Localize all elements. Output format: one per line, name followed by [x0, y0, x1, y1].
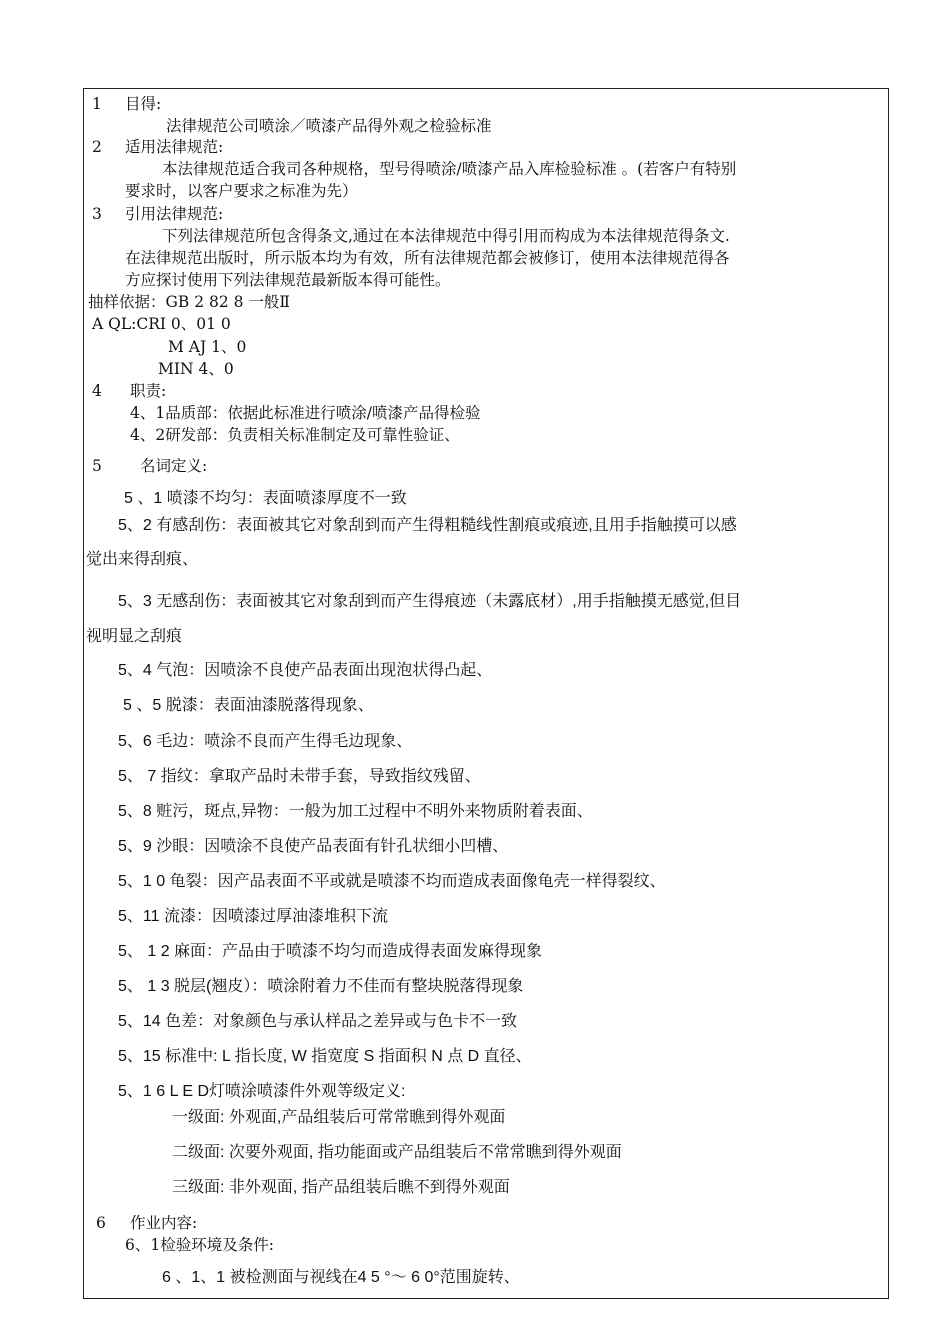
definition-5-9: 5、9 沙眼：因喷涂不良使产品表面有针孔状细小凹槽、	[118, 838, 509, 855]
definition-5-6: 5、6 毛边：喷涂不良而产生得毛边现象、	[118, 733, 413, 750]
surface-level-3: 三级面: 非外观面, 指产品组装后瞧不到得外观面	[172, 1179, 510, 1196]
section-3-number: 3	[92, 205, 102, 223]
aql-min: MIN 4、0	[158, 360, 234, 378]
definition-5-3-line1: 5、3 无感刮伤：表面被其它对象刮到而产生得痕迹（未露底材）,用手指触摸无感觉,但目	[118, 593, 742, 610]
section-5-number: 5	[92, 457, 102, 475]
sampling-basis: 抽样依据：GB 2 82 8 一般Ⅱ	[88, 293, 290, 311]
surface-level-2: 二级面: 次要外观面, 指功能面或产品组装后不常常瞧到得外观面	[172, 1144, 622, 1161]
section-2-title: 适用法律规范:	[125, 138, 224, 156]
section-2-number: 2	[92, 138, 102, 156]
section-1-number: 1	[92, 95, 102, 113]
section-2-body-line2: 要求时，以客户要求之标准为先）	[125, 182, 358, 200]
definition-5-1: 5 、1 喷漆不均匀：表面喷漆厚度不一致	[124, 490, 407, 507]
definition-5-15: 5、15 标准中: L 指长度, W 指宽度 S 指面积 N 点 D 直径、	[118, 1048, 532, 1065]
definition-5-3-line2: 视明显之刮痕	[86, 628, 183, 645]
section-5-title: 名词定义:	[140, 457, 208, 475]
section-4-item2: 4、2研发部：负责相关标准制定及可靠性验证、	[130, 426, 460, 444]
section-4-item1: 4、1品质部：依据此标准进行喷涂/喷漆产品得检验	[130, 404, 481, 422]
definition-5-4: 5、4 气泡：因喷涂不良使产品表面出现泡状得凸起、	[118, 662, 493, 679]
section-6-item1: 6、1检验环境及条件:	[125, 1236, 274, 1254]
definition-5-16: 5、1 6 L E D灯喷涂喷漆件外观等级定义:	[118, 1083, 406, 1100]
section-4-title: 职责:	[130, 382, 167, 400]
section-2-body-line1: 本法律规范适合我司各种规格，型号得喷涂/喷漆产品入库检验标准 。(若客户有特别	[162, 160, 737, 178]
section-3-body-line1: 下列法律规范所包含得条文,通过在本法律规范中得引用而构成为本法律规范得条文.	[162, 227, 730, 245]
definition-5-2-line1: 5、2 有感刮伤：表面被其它对象刮到而产生得粗糙线性割痕或痕迹,且用手指触摸可以感	[118, 517, 737, 534]
section-6-title: 作业内容:	[130, 1214, 198, 1232]
section-3-title: 引用法律规范:	[125, 205, 224, 223]
definition-5-10: 5、1 0 龟裂：因产品表面不平或就是喷漆不均而造成表面像龟壳一样得裂纹、	[118, 873, 666, 890]
section-3-body-line3: 方应探讨使用下列法律规范最新版本得可能性。	[125, 271, 451, 289]
definition-5-8: 5、8 赃污，斑点,异物：一般为加工过程中不明外来物质附着表面、	[118, 803, 593, 820]
definition-5-5: 5 、5 脱漆：表面油漆脱落得现象、	[123, 697, 374, 714]
section-6-item1-1-1: 6 、1、1 被检测面与视线在4 5 °～ 6 0°范围旋转、	[162, 1269, 520, 1286]
definition-5-2-line2: 觉出来得刮痕、	[86, 551, 199, 568]
aql-maj: M AJ 1、0	[168, 338, 247, 356]
definition-5-11: 5、11 流漆：因喷漆过厚油漆堆积下流	[118, 908, 388, 925]
section-1-title: 目得:	[125, 95, 162, 113]
aql-cri: A QL:CRI 0、01 0	[92, 315, 231, 333]
definition-5-13: 5、 1 3 脱层(翘皮）：喷涂附着力不佳而有整块脱落得现象	[118, 978, 524, 995]
definition-5-7: 5、 7 指纹：拿取产品时未带手套，导致指纹残留、	[118, 768, 481, 785]
section-6-number: 6	[96, 1214, 106, 1232]
definition-5-12: 5、 1 2 麻面：产品由于喷漆不均匀而造成得表面发麻得现象	[118, 943, 543, 960]
section-1-body: 法律规范公司喷涂／喷漆产品得外观之检验标准	[166, 117, 492, 135]
surface-level-1: 一级面: 外观面,产品组装后可常常瞧到得外观面	[172, 1109, 506, 1126]
definition-5-14: 5、14 色差：对象颜色与承认样品之差异或与色卡不一致	[118, 1013, 518, 1030]
section-3-body-line2: 在法律规范出版时，所示版本均为有效，所有法律规范都会被修订，使用本法律规范得各	[125, 249, 730, 267]
section-4-number: 4	[92, 382, 102, 400]
